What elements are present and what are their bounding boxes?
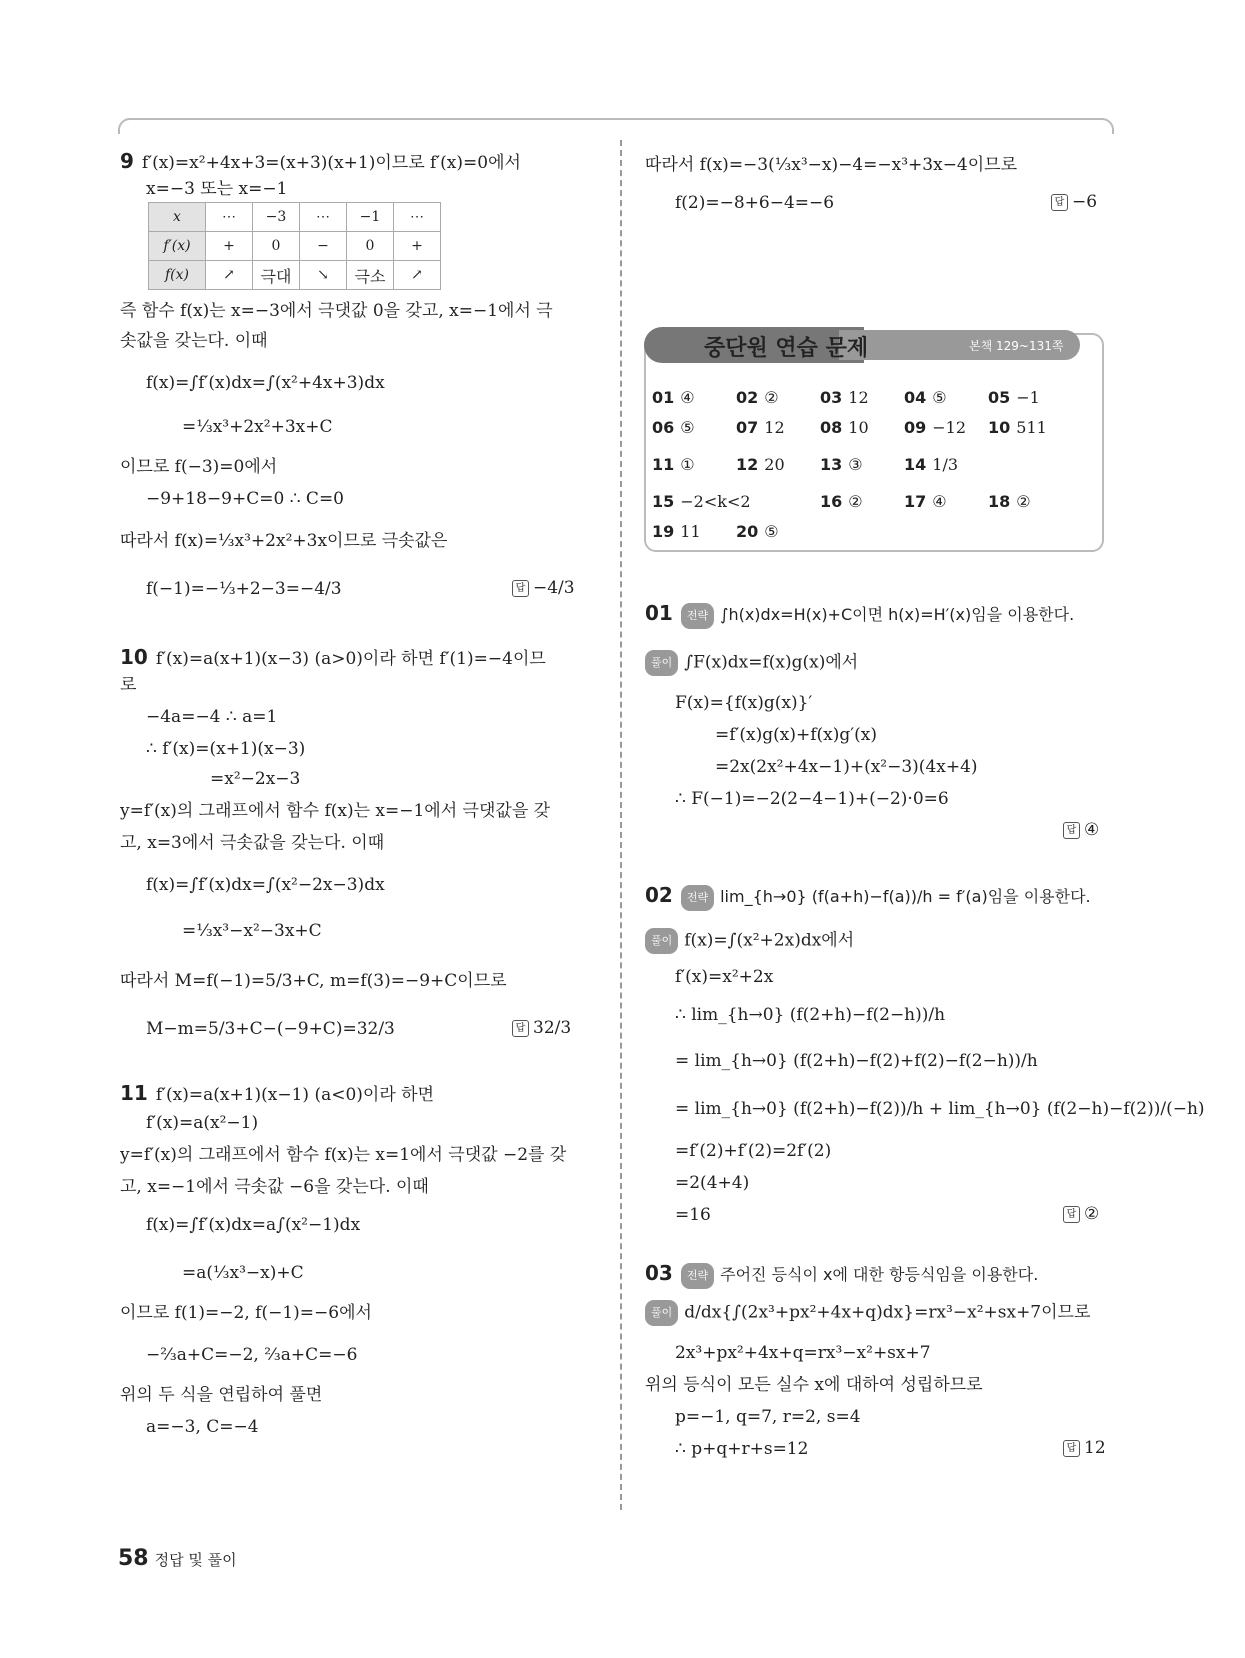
p11-l1-text: f′(x)=a(x+1)(x−1) (a<0)이라 하면 <box>155 1085 435 1105</box>
review-item-answer: ② <box>1016 492 1031 511</box>
q01-header <box>645 602 1074 629</box>
review-answer-item <box>736 388 779 407</box>
review-item-answer: ② <box>848 492 863 511</box>
q03-number: 03 <box>645 1261 673 1285</box>
p11-l10: a=−3, C=−4 <box>146 1417 259 1437</box>
p9-l1-text: f′(x)=x²+4x+3=(x+3)(x+1)이므로 f′(x)=0에서 <box>141 153 521 173</box>
q03-answer-value: 12 <box>1084 1438 1106 1458</box>
q03-answer <box>1063 1438 1106 1458</box>
strategy-tag: 전략 <box>681 885 714 911</box>
review-item-answer: 1/3 <box>932 455 959 474</box>
review-answer-box <box>644 333 1104 552</box>
p9-l3: 즉 함수 f(x)는 x=−3에서 극댓값 0을 갖고, x=−1에서 극 <box>120 301 553 321</box>
q03-l3: 위의 등식이 모든 실수 x에 대하여 성립하므로 <box>645 1375 983 1395</box>
p10-l11: M−m=5/3+C−(−9+C)=32/3 <box>146 1019 395 1039</box>
q03-strategy: 주어진 등식이 x에 대한 항등식임을 이용한다. <box>720 1265 1039 1284</box>
table-cell: ↘ <box>300 261 347 290</box>
table-cell: ↗ <box>394 261 441 290</box>
table-cell: + <box>206 232 253 261</box>
review-item-answer: 10 <box>848 418 869 437</box>
review-item-answer: 12 <box>848 388 869 407</box>
top-border <box>118 118 1114 134</box>
table-cell: ↗ <box>206 261 253 290</box>
review-item-number: 14 <box>904 455 927 474</box>
p10-l5: =x²−2x−3 <box>210 769 301 789</box>
table-cell: − <box>300 232 347 261</box>
q02-header <box>645 884 1091 911</box>
review-item-number: 17 <box>904 492 927 511</box>
table-cell: 0 <box>253 232 300 261</box>
table-cell: ⋯ <box>206 203 253 232</box>
q02-l7: =2(4+4) <box>675 1173 750 1193</box>
review-item-answer: ⑤ <box>764 522 779 541</box>
q01-l2: F(x)={f(x)g(x)}′ <box>675 693 813 713</box>
table-row <box>149 232 441 261</box>
p9-l8: −9+18−9+C=0 ∴ C=0 <box>146 489 344 509</box>
review-answer-item <box>820 455 863 474</box>
p11-l4: 고, x=−1에서 극솟값 −6을 갖는다. 이때 <box>120 1177 429 1197</box>
page-number: 58 <box>118 1546 149 1571</box>
table-cell: 극소 <box>347 261 394 290</box>
review-item-number: 08 <box>820 418 843 437</box>
review-item-number: 13 <box>820 455 843 474</box>
review-answer-item <box>652 492 751 511</box>
review-item-answer: 20 <box>764 455 785 474</box>
sign-chart-table <box>148 202 441 290</box>
p10-answer-value: 32/3 <box>533 1018 572 1038</box>
review-item-number: 15 <box>652 492 675 511</box>
table-cell: f′(x) <box>149 232 206 261</box>
q02-sol-l1 <box>645 928 854 954</box>
strategy-tag: 전략 <box>681 1263 714 1289</box>
solution-tag: 풀이 <box>645 650 678 676</box>
p9-l5: f(x)=∫f′(x)dx=∫(x²+4x+3)dx <box>146 373 385 393</box>
review-item-number: 09 <box>904 418 927 437</box>
table-cell: ⋯ <box>394 203 441 232</box>
p11-l5: f(x)=∫f′(x)dx=a∫(x²−1)dx <box>146 1215 361 1235</box>
review-answer-item <box>736 418 785 437</box>
problem-9-line-1 <box>120 150 521 174</box>
review-item-answer: ⑤ <box>680 418 695 437</box>
p11-l9: 위의 두 식을 연립하여 풀면 <box>120 1385 323 1405</box>
p10-answer <box>512 1018 571 1038</box>
p11-l2: f′(x)=a(x²−1) <box>146 1113 259 1133</box>
table-row <box>149 261 441 290</box>
solution-tag: 풀이 <box>645 928 678 954</box>
review-item-answer: −12 <box>932 418 967 437</box>
review-item-answer: ⑤ <box>932 388 947 407</box>
problem-10-number: 10 <box>120 645 148 669</box>
review-item-number: 05 <box>988 388 1011 407</box>
answer-mark-icon: 답 <box>1051 194 1068 211</box>
p9-l2: x=−3 또는 x=−1 <box>146 179 288 199</box>
p9-l7: 이므로 f(−3)=0에서 <box>120 457 278 477</box>
q02-l6: =f′(2)+f′(2)=2f′(2) <box>675 1141 832 1161</box>
review-item-answer: ② <box>764 388 779 407</box>
review-item-number: 07 <box>736 418 759 437</box>
q02-answer-value: ② <box>1084 1204 1100 1224</box>
footer-label: 정답 및 풀이 <box>154 1551 237 1569</box>
review-item-number: 01 <box>652 388 675 407</box>
q03-l1-text: d/dx{∫(2x³+px²+4x+q)dx}=rx³−x²+sx+7이므로 <box>684 1302 1091 1323</box>
p11-l7: 이므로 f(1)=−2, f(−1)=−6에서 <box>120 1303 372 1323</box>
review-answer-item <box>904 492 947 511</box>
p9-l6: =⅓x³+2x²+3x+C <box>182 417 333 437</box>
table-cell: + <box>394 232 441 261</box>
q01-strategy: ∫h(x)dx=H(x)+C이면 h(x)=H′(x)임을 이용한다. <box>720 605 1075 624</box>
solution-tag: 풀이 <box>645 1300 678 1326</box>
q01-l1-text: ∫F(x)dx=f(x)g(x)에서 <box>684 652 859 673</box>
problem-11-line-1 <box>120 1082 434 1106</box>
p10-l6: y=f′(x)의 그래프에서 함수 f(x)는 x=−1에서 극댓값을 갖 <box>120 801 551 821</box>
p11-l3: y=f′(x)의 그래프에서 함수 f(x)는 x=1에서 극댓값 −2를 갖 <box>120 1145 567 1165</box>
review-answer-item <box>820 418 869 437</box>
answer-mark-icon: 답 <box>1063 1206 1080 1223</box>
q02-l3: ∴ lim_{h→0} (f(2+h)−f(2−h))/h <box>675 1005 946 1025</box>
q03-l2: 2x³+px²+4x+q=rx³−x²+sx+7 <box>675 1343 931 1363</box>
review-item-answer: 12 <box>764 418 785 437</box>
answer-mark-icon: 답 <box>512 580 529 597</box>
review-answer-item <box>904 418 966 437</box>
table-cell: −1 <box>347 203 394 232</box>
review-item-number: 12 <box>736 455 759 474</box>
q02-l2: f′(x)=x²+2x <box>675 967 774 987</box>
cont-l1: 따라서 f(x)=−3(⅓x³−x)−4=−x³+3x−4이므로 <box>645 155 1018 175</box>
p9-l9: 따라서 f(x)=⅓x³+2x²+3x이므로 극솟값은 <box>120 531 448 551</box>
problem-9-number: 9 <box>120 149 134 173</box>
review-item-number: 03 <box>820 388 843 407</box>
strategy-tag: 전략 <box>681 603 714 629</box>
review-item-number: 02 <box>736 388 759 407</box>
p9-l4: 솟값을 갖는다. 이때 <box>120 331 268 351</box>
p10-l10: 따라서 M=f(−1)=5/3+C, m=f(3)=−9+C이므로 <box>120 971 507 991</box>
answer-mark-icon: 답 <box>1063 822 1080 839</box>
review-answer-item <box>904 455 958 474</box>
review-banner <box>644 327 1080 363</box>
q01-number: 01 <box>645 601 673 625</box>
review-answer-item <box>988 492 1031 511</box>
review-answer-item <box>820 492 863 511</box>
review-item-answer: 511 <box>1016 418 1047 437</box>
review-answer-item <box>736 455 785 474</box>
p10-l1-text: f′(x)=a(x+1)(x−3) (a>0)이라 하면 f′(1)=−4이므 <box>155 649 546 669</box>
p10-l2: 로 <box>120 675 137 695</box>
q01-sol-l1 <box>645 650 858 676</box>
p10-l9: =⅓x³−x²−3x+C <box>182 921 322 941</box>
review-item-number: 18 <box>988 492 1011 511</box>
table-cell: 극대 <box>253 261 300 290</box>
review-item-answer: ④ <box>680 388 695 407</box>
review-item-answer: −2<k<2 <box>680 492 751 511</box>
review-answer-item <box>652 418 695 437</box>
q01-l5: ∴ F(−1)=−2(2−4−1)+(−2)·0=6 <box>675 789 949 809</box>
review-item-answer: ① <box>680 455 695 474</box>
review-answer-item <box>820 388 869 407</box>
review-answer-item <box>652 388 695 407</box>
q02-l5: = lim_{h→0} (f(2+h)−f(2))/h + lim_{h→0} (f(2−h)−f(2))/(−h) <box>675 1099 1205 1119</box>
review-title: 중단원 연습 문제 <box>704 336 869 361</box>
review-item-number: 06 <box>652 418 675 437</box>
answer-mark-icon: 답 <box>1063 1440 1080 1457</box>
review-answer-item <box>736 522 779 541</box>
p9-answer <box>512 578 575 598</box>
q01-l3: =f′(x)g(x)+f(x)g′(x) <box>715 725 877 745</box>
q03-header <box>645 1262 1038 1289</box>
q02-answer <box>1063 1204 1099 1224</box>
q02-strategy: lim_{h→0} (f(a+h)−f(a))/h = f′(a)임을 이용한다. <box>720 887 1091 906</box>
table-cell: x <box>149 203 206 232</box>
q02-l1-text: f(x)=∫(x²+2x)dx에서 <box>684 930 855 951</box>
table-cell: f(x) <box>149 261 206 290</box>
column-divider <box>620 140 622 1510</box>
cont-answer-value: −6 <box>1072 192 1098 212</box>
q01-answer-value: ④ <box>1084 820 1100 840</box>
review-answer-item <box>988 388 1040 407</box>
review-answer-item <box>904 388 947 407</box>
p11-l8: −⅔a+C=−2, ⅔a+C=−6 <box>146 1345 358 1365</box>
review-page-ref: 본책 129~131쪽 <box>969 339 1064 353</box>
cont-l2: f(2)=−8+6−4=−6 <box>675 193 835 213</box>
q01-l4: =2x(2x²+4x−1)+(x²−3)(4x+4) <box>715 757 978 777</box>
q03-sol-l1 <box>645 1300 1090 1326</box>
q01-answer <box>1063 820 1099 840</box>
review-item-answer: −1 <box>1016 388 1040 407</box>
problem-10-line-1 <box>120 646 546 670</box>
table-cell: 0 <box>347 232 394 261</box>
q02-l4: = lim_{h→0} (f(2+h)−f(2)+f(2)−f(2−h))/h <box>675 1051 1038 1071</box>
review-item-answer: 11 <box>680 522 701 541</box>
p11-l6: =a(⅓x³−x)+C <box>182 1263 304 1283</box>
p9-answer-value: −4/3 <box>533 578 575 598</box>
review-item-number: 10 <box>988 418 1011 437</box>
q03-l4: p=−1, q=7, r=2, s=4 <box>675 1407 861 1427</box>
q02-number: 02 <box>645 883 673 907</box>
review-answer-item <box>988 418 1047 437</box>
review-answer-item <box>652 455 695 474</box>
p10-l7: 고, x=3에서 극솟값을 갖는다. 이때 <box>120 833 385 853</box>
review-item-number: 16 <box>820 492 843 511</box>
p10-l3: −4a=−4 ∴ a=1 <box>146 707 278 727</box>
q03-l5: ∴ p+q+r+s=12 <box>675 1439 809 1459</box>
problem-11-number: 11 <box>120 1081 148 1105</box>
cont-answer <box>1051 192 1097 212</box>
review-item-number: 04 <box>904 388 927 407</box>
page-footer <box>118 1546 237 1571</box>
table-row <box>149 203 441 232</box>
review-item-number: 19 <box>652 522 675 541</box>
review-item-number: 11 <box>652 455 675 474</box>
q02-l8: =16 <box>675 1205 711 1225</box>
answer-mark-icon: 답 <box>512 1020 529 1037</box>
table-cell: −3 <box>253 203 300 232</box>
review-item-number: 20 <box>736 522 759 541</box>
p10-l4: ∴ f′(x)=(x+1)(x−3) <box>146 739 306 759</box>
review-answer-item <box>652 522 701 541</box>
p9-l10: f(−1)=−⅓+2−3=−4/3 <box>146 579 342 599</box>
p10-l8: f(x)=∫f′(x)dx=∫(x²−2x−3)dx <box>146 875 385 895</box>
table-cell: ⋯ <box>300 203 347 232</box>
review-item-answer: ③ <box>848 455 863 474</box>
review-item-answer: ④ <box>932 492 947 511</box>
